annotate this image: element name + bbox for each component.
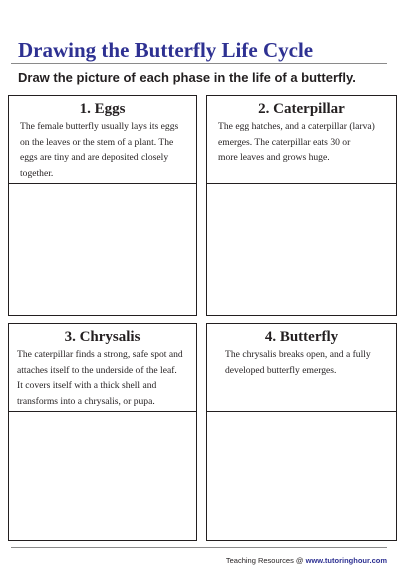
- phase-description-caterpillar: [207, 119, 396, 166]
- drawing-area-butterfly[interactable]: [207, 412, 396, 540]
- phase-title-caterpillar: 2. Caterpillar: [258, 101, 345, 117]
- phase-title-butterfly: 4. Butterfly: [264, 329, 339, 345]
- footer-label: Teaching Resources @: [225, 556, 306, 565]
- phase-card-header: [9, 96, 196, 184]
- description-line: The caterpillar finds a strong, safe spot and: [17, 349, 183, 360]
- phase-description-butterfly: [207, 347, 396, 378]
- phase-description-eggs: [9, 119, 196, 181]
- phase-description-chrysalis: [9, 347, 196, 409]
- phase-card-caterpillar: [206, 95, 397, 316]
- description-line: developed butterfly emerges.: [225, 364, 337, 376]
- phase-title-chrysalis: 3. Chrysalis: [64, 329, 141, 345]
- phase-title-eggs: 1. Eggs: [79, 101, 126, 117]
- footer-site-link[interactable]: www.tutoringhour.com: [305, 556, 387, 565]
- drawing-area-eggs[interactable]: [9, 184, 196, 315]
- footer-divider: [11, 547, 387, 548]
- description-line: on the leaves or the stem of a plant. The: [20, 136, 174, 148]
- phase-card-eggs: [8, 95, 197, 316]
- description-line: The egg hatches, and a caterpillar (larva): [218, 121, 375, 132]
- phase-card-header: [9, 324, 196, 412]
- description-line: attaches itself to the underside of the leaf.: [17, 364, 177, 376]
- description-line: emerges. The caterpillar eats 30 or: [218, 136, 351, 148]
- phase-card-header: [207, 324, 396, 412]
- description-line: together.: [20, 167, 54, 179]
- description-line: transforms into a chrysalis, or pupa.: [17, 395, 155, 407]
- drawing-area-caterpillar[interactable]: [207, 184, 396, 315]
- footer-credit: [226, 556, 387, 565]
- drawing-area-chrysalis[interactable]: [9, 412, 196, 540]
- description-line: eggs are tiny and are deposited closely: [20, 152, 169, 163]
- phase-card-header: [207, 96, 396, 184]
- title-divider: [11, 63, 387, 64]
- page-title: Drawing the Butterfly Life Cycle: [18, 38, 314, 62]
- description-line: The chrysalis breaks open, and a fully: [225, 349, 371, 360]
- instruction-text: Draw the picture of each phase in the life of a butterfly.: [18, 70, 356, 85]
- description-line: more leaves and grows huge.: [218, 152, 330, 163]
- phase-card-butterfly: [206, 323, 397, 541]
- phase-card-chrysalis: [8, 323, 197, 541]
- description-line: It covers itself with a thick shell and: [17, 380, 157, 391]
- description-line: The female butterfly usually lays its eggs: [20, 121, 179, 132]
